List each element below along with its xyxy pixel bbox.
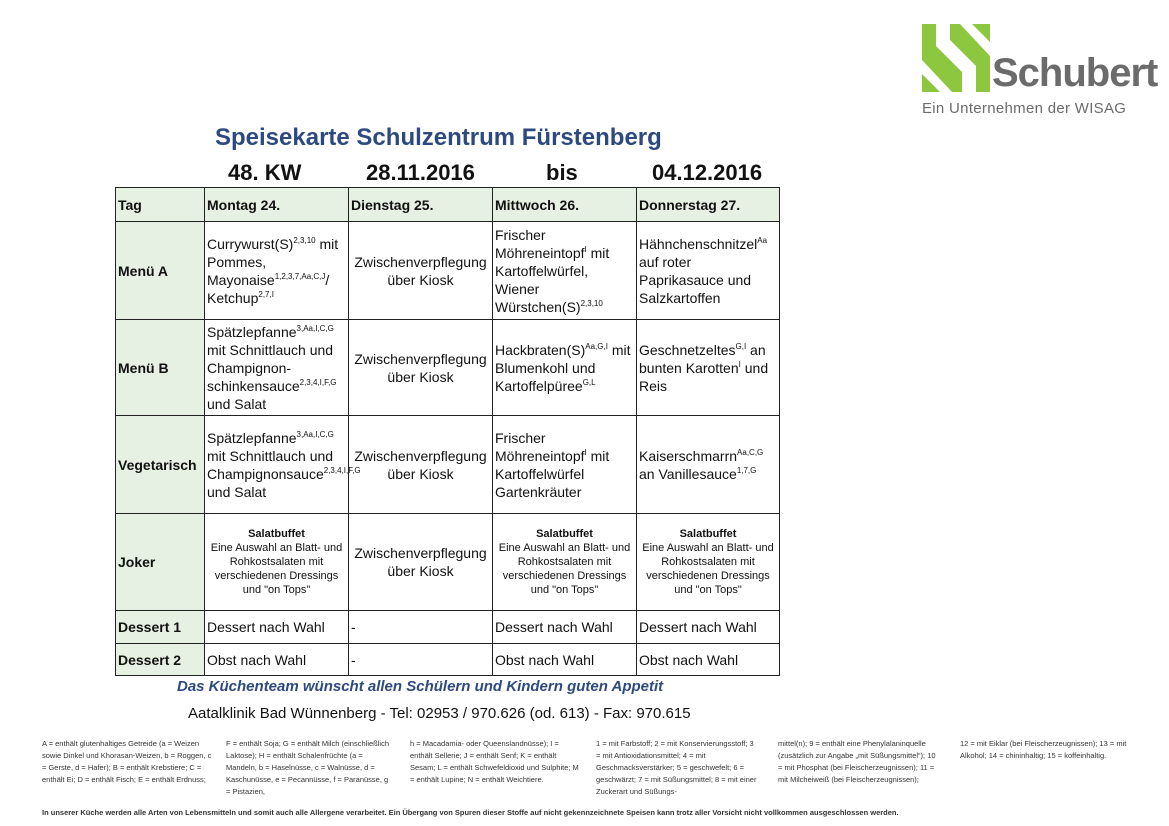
dish-text: auf roter Paprikasauce und Salzkartoffen [639, 253, 752, 306]
menu-table [115, 187, 780, 676]
menu-cell: - [349, 644, 493, 676]
greeting-text: Das Küchenteam wünscht allen Schülern und Kindern guten Appetit [177, 678, 664, 695]
dish-text: Currywurst(S) [207, 235, 294, 252]
allergen-codes: 2,7,I [258, 289, 274, 299]
table-row [116, 611, 780, 644]
footnote-column: F = enthält Soja; G = enthält Milch (einschließlich Laktose); H = enthält Schalenfrüchte (a = Mandeln, b = Haselnüsse, c = Walnüsse, d = Kaschunüsse, e = Pecannüsse, f = Paranüsse, g = Pistazien, [226, 739, 389, 796]
logo-tagline: Ein Unternehmen der WISAG [922, 100, 1127, 117]
menu-cell [493, 416, 637, 514]
allergen-codes: I [738, 359, 741, 369]
row-label: Menü B [116, 320, 205, 416]
allergen-codes: 1,2,3,7,Aa,C,J [274, 271, 326, 281]
menu-cell [637, 416, 780, 514]
menu-cell: Zwischenverpflegung über Kiosk [349, 416, 493, 514]
dish-text: Geschnetzeltes [639, 341, 736, 358]
allergen-codes: 2,3,4,I,F,G [299, 377, 337, 387]
menu-cell [493, 320, 637, 416]
table-row [116, 320, 780, 416]
footnote-column: A = enthält glutenhaltiges Getreide (a = Weizen sowie Dinkel und Khorasan-Weizen, b = Roggen, c = Gerste, d = Hafer); B = enthält Krebstiere; C = enthält Ei; D = enthält Fisch; E = enthält Erdnuss; [42, 739, 212, 784]
menu-cell: Dessert nach Wahl [637, 611, 780, 644]
salatbuffet-text: Eine Auswahl an Blatt- und Rohkostsalaten mit verschiedenen Dressings und "on Tops" [498, 542, 631, 596]
allergen-codes: Aa,G,I [585, 341, 608, 351]
dish-text: und Salat [207, 395, 267, 412]
dish-text: / Ketchup [207, 271, 330, 306]
menu-cell: Zwischenverpflegung über Kiosk [349, 320, 493, 416]
dish-text: Frischer Möhreneintopf [495, 226, 585, 261]
menu-cell: - [349, 611, 493, 644]
allergen-disclaimer: In unserer Küche werden alle Arten von Lebensmitteln und somit auch alle Allergene verarbeitet. Ein Übergang von Spuren dieser Stoffe auf nicht gekennzeichnete Speisen kann trotz aller Vorsicht nicht vollkommen ausgeschlossen werden. [42, 808, 899, 817]
menu-cell: Dessert nach Wahl [205, 611, 349, 644]
menu-cell [637, 222, 780, 320]
footnote-column: 1 = mit Farbstoff; 2 = mit Konservierungsstoff; 3 = mit Antioxidationsmittel; 4 = mit Geschmacksverstärker; 5 = geschwefelt; 6 = geschwärzt; 7 = mit Süßungsmittel; 8 = mit einer Zuckerart und Süßungs- [596, 739, 757, 796]
allergen-codes: G,L [582, 377, 596, 387]
dish-text: mit Schnittlauch und Champignonsauce [207, 447, 334, 482]
table-row [116, 416, 780, 514]
dish-text: Spätzlepfanne [207, 323, 297, 340]
salatbuffet-heading: Salatbuffet [679, 528, 737, 540]
dish-text: Hackbraten(S) [495, 341, 586, 358]
allergen-codes: 2,3,4,I,F,G [323, 465, 361, 475]
salatbuffet-heading: Salatbuffet [248, 528, 305, 540]
menu-cell: Dessert nach Wahl [493, 611, 637, 644]
dish-text: Frischer Möhreneintopf [495, 429, 585, 464]
column-header: Dienstag 25. [349, 188, 493, 222]
allergen-codes: 3,Aa,I,C,G [296, 323, 334, 333]
dish-text: mit Kartoffelwürfel Gartenkräuter [495, 447, 610, 500]
row-label: Dessert 2 [116, 644, 205, 676]
calendar-week: 48. KW [228, 160, 302, 185]
footnote-column: h = Macadamia- oder Queenslandnüsse); I = enthält Sellerie; J = enthält Senf; K = enthält Sesam; L = enthält Schwefeldioxid und Sulphite; M = enthält Lupine; N = enthält Weichtiere. [410, 739, 579, 784]
table-row [116, 644, 780, 676]
dish-text: mit Schnittlauch und Champignon-schinkensauce [207, 341, 334, 394]
menu-cell [205, 320, 349, 416]
menu-cell: Zwischenverpflegung über Kiosk [349, 514, 493, 611]
column-header: Mittwoch 26. [493, 188, 637, 222]
row-label: Menü A [116, 222, 205, 320]
page-title: Speisekarte Schulzentrum Fürstenberg [215, 124, 662, 151]
dish-text: Kaiserschmarrn [639, 447, 738, 464]
dish-text: an bunten Karotten [639, 341, 766, 376]
allergen-codes: G,I [735, 341, 747, 351]
menu-cell [205, 514, 349, 611]
dish-text: Spätzlepfanne [207, 429, 297, 446]
column-header: Tag [116, 188, 205, 222]
row-label: Dessert 1 [116, 611, 205, 644]
menu-cell [205, 222, 349, 320]
week-bis: bis [546, 160, 578, 185]
row-label: Joker [116, 514, 205, 611]
allergen-codes: 2,3,10 [293, 235, 316, 245]
allergen-codes: 2,3,10 [580, 298, 603, 308]
column-header: Montag 24. [205, 188, 349, 222]
dish-text: mit Pommes, Mayonaise [207, 235, 339, 288]
salatbuffet-heading: Salatbuffet [536, 528, 593, 540]
footnote-column: mittel(n); 9 = enthält eine Phenylalaninquelle (zusätzlich zur Angabe „mit Süßungsmittel“); 10 = mit Phosphat (bei Fleischerzeugnissen); 11 = mit Milcheiweiß (bei Fleischerzeugnissen); [778, 739, 936, 784]
week-start-date: 28.11.2016 [366, 160, 475, 185]
footnote-column: 12 = mit Eiklar (bei Fleischerzeugnissen); 13 = mit Alkohol; 14 = chininhaltig; 15 = koffeinhaltig. [960, 739, 1127, 760]
company-logo [922, 24, 1158, 119]
menu-cell [205, 416, 361, 514]
salatbuffet-text: Eine Auswahl an Blatt- und Rohkostsalaten mit verschiedenen Dressings und "on Tops" [642, 542, 774, 596]
menu-cell [637, 514, 780, 611]
allergen-codes: 1,7,G [736, 465, 757, 475]
dish-text: mit Kartoffelwürfel, Wiener Würstchen(S) [495, 244, 610, 315]
menu-cell [637, 320, 780, 416]
menu-cell: Obst nach Wahl [493, 644, 637, 676]
allergen-codes: Aa [757, 235, 768, 245]
table-header-row [116, 188, 780, 222]
menu-cell [493, 222, 637, 320]
dish-text: Hähnchenschnitzel [639, 235, 758, 252]
menu-cell [493, 514, 637, 611]
logo-wordmark: Schubert [992, 51, 1158, 95]
menu-cell: Zwischenverpflegung über Kiosk [349, 222, 493, 320]
menu-cell: Obst nach Wahl [205, 644, 349, 676]
row-label: Vegetarisch [116, 416, 205, 514]
table-row [116, 222, 780, 320]
allergen-codes: I [584, 447, 587, 457]
salatbuffet-text: Eine Auswahl an Blatt- und Rohkostsalaten mit verschiedenen Dressings und "on Tops" [210, 542, 343, 596]
dish-text: und Salat [207, 483, 267, 500]
column-header: Donnerstag 27. [637, 188, 780, 222]
week-end-date: 04.12.2016 [652, 160, 763, 185]
allergen-codes: I [584, 244, 587, 254]
dish-text: und Reis [639, 359, 769, 394]
dish-text: an Vanillesauce [639, 465, 737, 482]
dish-text: mit Blumenkohl und Kartoffelpüree [495, 341, 631, 394]
schubert-logo-mark-icon [922, 24, 990, 92]
allergen-codes: 3,Aa,I,C,G [296, 429, 334, 439]
menu-cell: Obst nach Wahl [637, 644, 780, 676]
allergen-codes: Aa,C,G [737, 447, 764, 457]
table-row [116, 514, 780, 611]
contact-line: Aatalklinik Bad Wünnenberg - Tel: 02953 / 970.626 (od. 613) - Fax: 970.615 [188, 705, 691, 722]
